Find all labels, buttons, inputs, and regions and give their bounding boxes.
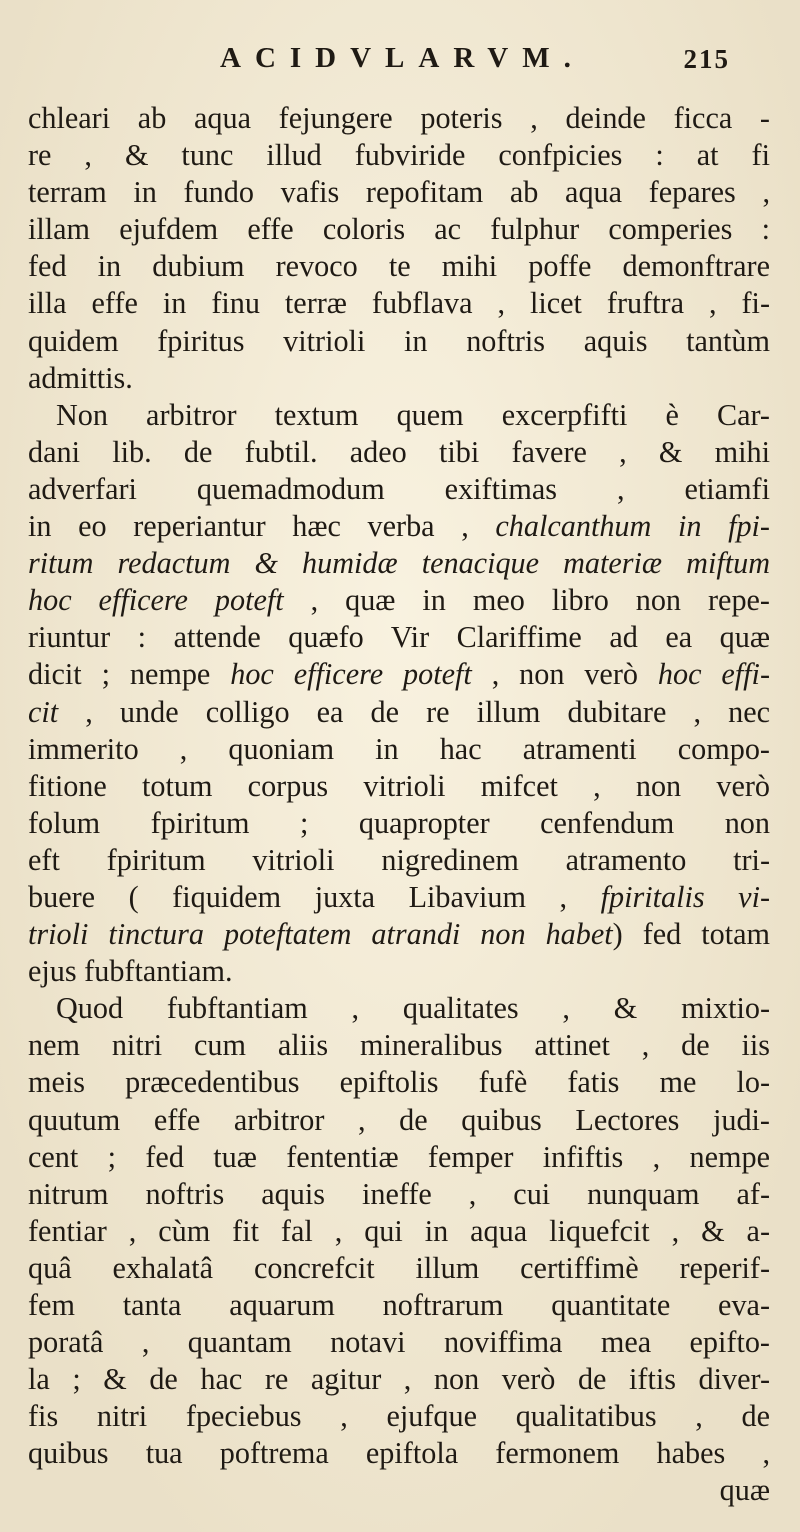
text-line: meis præcedentibus epiftolis fufè fatis me lo- — [28, 1065, 770, 1100]
text-line — [28, 879, 770, 916]
page-header — [220, 42, 730, 82]
text-segment: ) fed totam — [612, 917, 770, 952]
text-segment: buere ( fiquidem juxta Libavium , — [28, 879, 601, 914]
text-line — [28, 508, 770, 545]
text-line: la ; & de hac re agitur , non verò de iftis diver- — [28, 1362, 770, 1397]
text-line: fitione totum corpus vitrioli mifcet , non verò — [28, 768, 770, 803]
running-head: ACIDVLARVM. — [220, 42, 585, 74]
text-segment: , unde colligo ea de re illum dubitare , nec — [58, 694, 770, 729]
italic-segment: cit — [28, 694, 59, 729]
page-number: 215 — [683, 44, 730, 74]
text-segment: , non verò — [471, 657, 658, 692]
italic-segment: hoc effi- — [657, 657, 770, 692]
text-line: quutum effe arbitror , de quibus Lectores judi- — [28, 1102, 770, 1137]
text-line: illa effe in finu terræ fubflava , licet fruftra , fi- — [28, 286, 770, 321]
text-line: immerito , quoniam in hac atramenti compo- — [28, 731, 770, 766]
text-line: eft fpiritum vitrioli nigredinem atramento tri- — [28, 842, 770, 877]
text-line: fis nitri fpeciebus , ejufque qualitatibus , de — [28, 1399, 770, 1434]
text-segment: , quæ in meo libro non repe- — [283, 583, 770, 618]
text-line — [28, 916, 770, 953]
text-line — [28, 656, 770, 693]
text-line: riuntur : attende quæfo Vir Clariffime ad ea quæ — [28, 620, 770, 655]
text-line: fed in dubium revoco te mihi poffe demonftrare — [28, 249, 770, 284]
text-line: admittis. — [28, 360, 133, 395]
text-line: poratâ , quantam notavi noviffima mea epifto- — [28, 1325, 770, 1360]
text-segment: dicit ; nempe — [28, 657, 231, 692]
text-line: nem nitri cum aliis mineralibus attinet , de iis — [28, 1028, 770, 1063]
italic-segment: ritum redactum & humidæ tenacique materiæ miftum — [28, 546, 770, 581]
text-line: dani lib. de fubtil. adeo tibi favere , & mihi — [28, 434, 770, 469]
text-line: Non arbitror textum quem excerpfifti è Car- — [56, 397, 770, 432]
text-line: cent ; fed tuæ fententiæ femper infiftis , nempe — [28, 1139, 770, 1174]
text-line — [28, 694, 770, 731]
italic-segment: fpiritalis vi- — [600, 879, 771, 914]
text-line: illam ejufdem effe coloris ac fulphur comperies : — [28, 212, 770, 247]
italic-segment: hoc efficere poteft — [28, 583, 284, 618]
text-line: ejus fubftantiam. — [28, 954, 233, 989]
text-line: adverfari quemadmodum exiftimas , etiamfi — [28, 471, 770, 506]
italic-segment: trioli tinctura poteftatem atrandi non habet — [28, 917, 613, 952]
text-line: quâ exhalatâ concrefcit illum certiffimè reperif- — [28, 1250, 770, 1285]
body-text — [28, 100, 770, 1510]
text-line: quibus tua poftrema epiftola fermonem habes , — [28, 1436, 770, 1471]
text-line: Quod fubftantiam , qualitates , & mixtio- — [56, 991, 770, 1026]
text-line — [28, 582, 770, 619]
text-line: fem tanta aquarum noftrarum quantitate eva- — [28, 1288, 770, 1322]
text-line: nitrum noftris aquis ineffe , cui nunquam af- — [28, 1176, 770, 1211]
catchword: quæ — [719, 1473, 770, 1508]
text-line — [28, 545, 770, 582]
text-segment: in eo reperiantur hæc verba , — [28, 509, 496, 544]
text-line: re , & tunc illud fubviride confpicies : at fi — [28, 138, 770, 173]
text-line: fentiar , cùm fit fal , qui in aqua liquefcit , & a- — [28, 1213, 770, 1248]
text-line: terram in fundo vafis repofitam ab aqua fepares , — [28, 175, 770, 210]
italic-segment: hoc efficere poteft — [230, 657, 472, 692]
text-line: chleari ab aqua fejungere poteris , deinde ficca - — [28, 101, 770, 135]
text-line: folum fpiritum ; quapropter cenfendum non — [28, 805, 770, 840]
italic-segment: chalcanthum in fpi- — [495, 509, 770, 544]
text-line: quidem fpiritus vitrioli in noftris aquis tantùm — [28, 323, 770, 358]
